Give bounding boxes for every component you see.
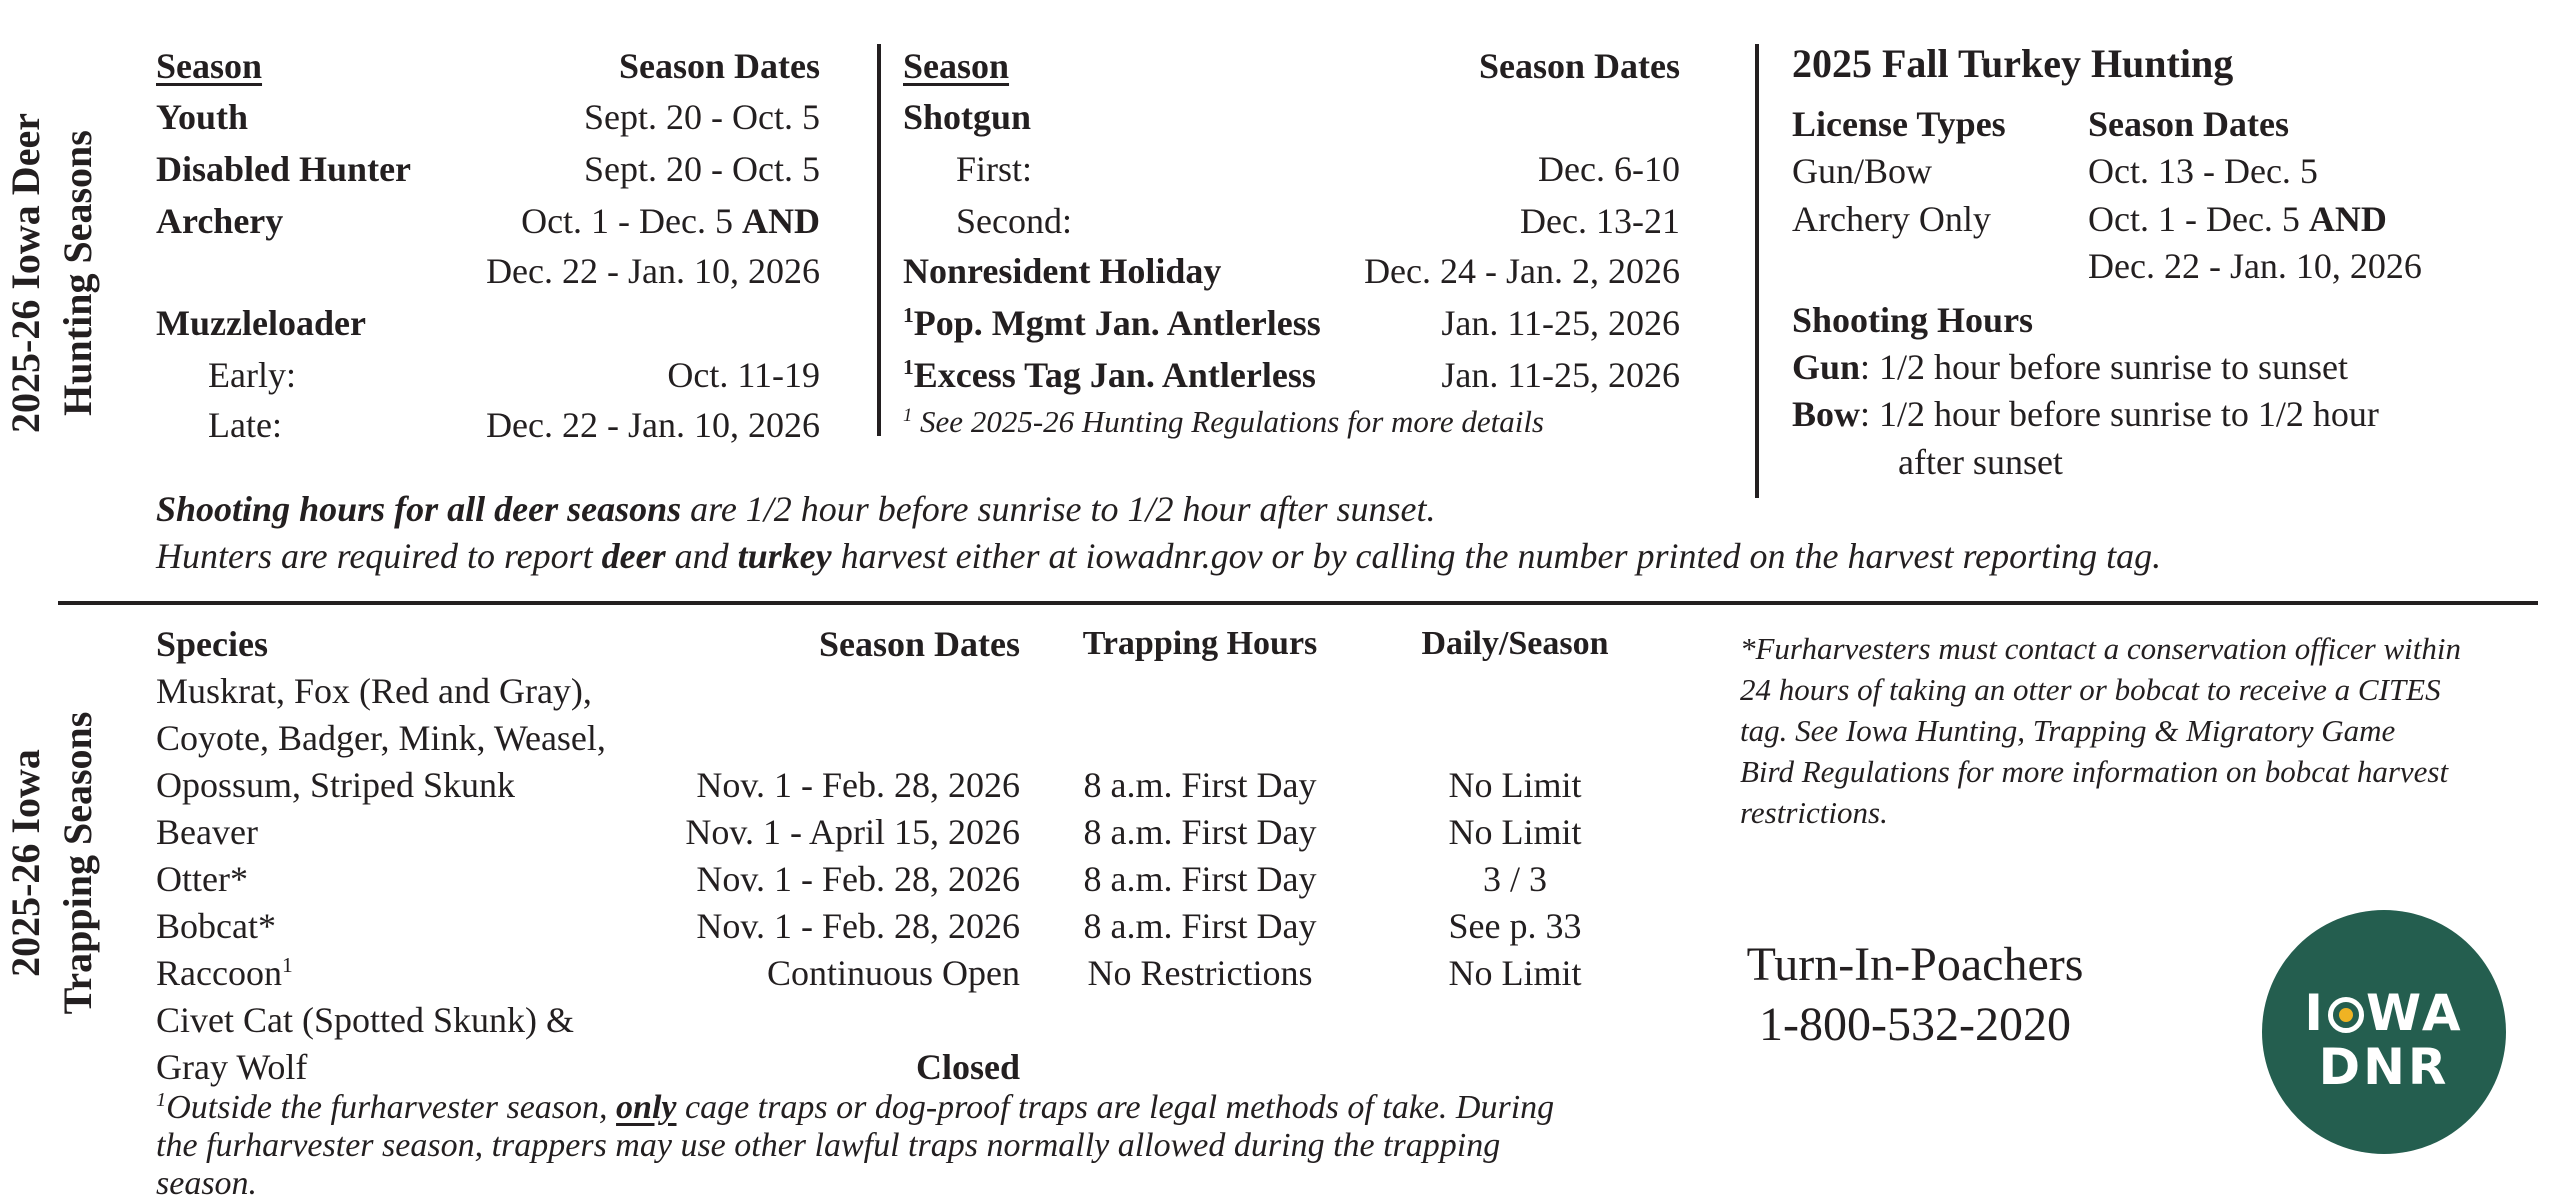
turkey-archery-dates-2: Dec. 22 - Jan. 10, 2026: [2088, 246, 2422, 286]
deer-shooting-hours-bold: Shooting hours for all deer seasons: [156, 489, 682, 529]
trap-footnote-line2: the furharvester season, trappers may use other lawful traps normally allowed during the trapping: [156, 1127, 1501, 1164]
shotgun-first-dates: Dec. 6-10: [1538, 149, 1680, 189]
turkey-gun-text: : 1/2 hour before sunrise to sunset: [1860, 347, 2348, 387]
trap-header-species: Species: [156, 624, 268, 664]
trap-row-species: Opossum, Striped Skunk: [156, 765, 516, 805]
excess-label-text: Excess Tag Jan. Antlerless: [913, 355, 1316, 395]
turkey-bow-text-2: after sunset: [1898, 442, 2063, 482]
col2-header-season: Season: [903, 46, 1010, 86]
harvest-report-line: [156, 534, 2161, 578]
iowa-dnr-logo: [2262, 910, 2506, 1154]
trap-row-dates: Nov. 1 - Feb. 28, 2026: [696, 859, 1020, 899]
turkey-gunbow-label: Gun/Bow: [1792, 151, 1933, 191]
trap-row-hours: 8 a.m. First Day: [1083, 859, 1317, 899]
report-text-2: and: [665, 536, 738, 576]
trap-row-dates: Continuous Open: [766, 953, 1020, 993]
trap-muskrat-line2: Coyote, Badger, Mink, Weasel,: [156, 718, 606, 758]
trap-footnote-line1: [156, 1089, 1554, 1127]
disabled-label: Disabled Hunter: [156, 149, 412, 189]
trap-header-hours: Trapping Hours: [1082, 625, 1318, 662]
archery-dates-2: Dec. 22 - Jan. 10, 2026: [486, 251, 820, 291]
trap-row-dates: Nov. 1 - Feb. 28, 2026: [696, 906, 1020, 946]
trap-fn-1: Outside the furharvester season,: [166, 1089, 617, 1126]
archery-and: AND: [742, 201, 820, 241]
turkey-bow-text-1: : 1/2 hour before sunrise to 1/2 hour: [1860, 394, 2379, 434]
report-text-1: Hunters are required to report: [156, 536, 602, 576]
deer-title-line2: Hunting Seasons: [55, 130, 100, 416]
note-line: *Furharvesters must contact a conservation officer within: [1740, 631, 2461, 666]
archery-label: Archery: [156, 201, 284, 241]
logo-text-bottom: DNR: [2318, 1038, 2450, 1096]
shotgun-second-label: Second:: [956, 201, 1072, 241]
report-text-3: harvest either at iowadnr.gov or by calling the number printed on the harvest reporting tag.: [831, 536, 2162, 576]
turkey-archery-label: Archery Only: [1792, 199, 1991, 239]
early-label: Early:: [208, 355, 296, 395]
turkey-bow-hours: [1792, 392, 2379, 436]
deer-section-title: [0, 63, 110, 483]
youth-dates: Sept. 20 - Oct. 5: [584, 97, 820, 137]
trap-row-limit: No Limit: [1448, 765, 1582, 805]
report-deer: deer: [601, 536, 666, 576]
poachers-phone: 1-800-532-2020: [1759, 998, 2071, 1051]
popmgmt-label: [903, 301, 1321, 345]
muzzleloader-label: Muzzleloader: [156, 303, 366, 343]
turkey-header-dates: Season Dates: [2088, 104, 2290, 144]
turkey-title: 2025 Fall Turkey Hunting: [1792, 41, 2234, 86]
trap-row-limit: No Limit: [1448, 953, 1582, 993]
trap-row-hours: No Restrictions: [1087, 953, 1313, 993]
trap-row-species: Bobcat*: [156, 906, 276, 946]
deer-footnote-mark: 1: [903, 404, 913, 426]
excess-label: [903, 353, 1316, 397]
trap-row-hours: 8 a.m. First Day: [1083, 812, 1317, 852]
disabled-dates: Sept. 20 - Oct. 5: [584, 149, 820, 189]
archery-dates: [380, 199, 820, 243]
raccoon-footnote-mark: 1: [281, 953, 293, 978]
logo-text-top: [2262, 986, 2506, 1040]
trap-row-species: [156, 951, 293, 995]
logo-dot-icon: [2339, 1008, 2353, 1022]
deer-footnote-text: See 2025-26 Hunting Regulations for more details: [920, 404, 1544, 439]
col1-header-dates: Season Dates: [618, 46, 820, 86]
note-line: Bird Regulations for more information on bobcat harvest: [1740, 754, 2449, 789]
trap-row-species: Beaver: [156, 812, 258, 852]
turkey-divider: [1755, 44, 1759, 498]
popmgmt-footnote-mark: 1: [903, 303, 914, 328]
early-dates: Oct. 11-19: [667, 355, 820, 395]
logo-letters-wa: WA: [2366, 984, 2464, 1042]
col2-header-dates: Season Dates: [1478, 46, 1680, 86]
archery-dates-1: Oct. 1 - Dec. 5: [521, 201, 733, 241]
youth-label: Youth: [156, 97, 249, 137]
shotgun-first-label: First:: [956, 149, 1033, 189]
trap-row-hours: 8 a.m. First Day: [1083, 765, 1317, 805]
trap-header-dates: Season Dates: [818, 624, 1020, 664]
turkey-archery-and: AND: [2308, 199, 2387, 239]
trap-row-species: Otter*: [156, 859, 248, 899]
excess-footnote-mark: 1: [903, 355, 914, 380]
deer-footnote: [903, 402, 1544, 442]
section-divider: [58, 601, 2538, 605]
trap-muskrat-line1: Muskrat, Fox (Red and Gray),: [156, 671, 592, 711]
trap-civet-line2: Gray Wolf: [156, 1047, 308, 1087]
trapping-title-line1: 2025-26 Iowa: [3, 749, 48, 977]
logo-o-icon: [2328, 997, 2364, 1033]
deer-col-divider: [877, 44, 881, 436]
trap-footnote-line3: season.: [156, 1165, 258, 1202]
note-line: restrictions.: [1740, 795, 1888, 830]
excess-dates: Jan. 11-25, 2026: [1441, 355, 1680, 395]
turkey-bow-label: Bow: [1792, 394, 1861, 434]
trapping-section-title: [0, 672, 110, 1054]
turkey-archery-dates: [2088, 197, 2387, 241]
trapping-title-line2: Trapping Seasons: [55, 711, 100, 1015]
trap-row-limit: See p. 33: [1448, 906, 1582, 946]
trap-closed: Closed: [915, 1047, 1020, 1087]
late-dates: Dec. 22 - Jan. 10, 2026: [486, 405, 820, 445]
trap-row-dates: Nov. 1 - Feb. 28, 2026: [696, 765, 1020, 805]
trap-header-limit: Daily/Season: [1421, 625, 1609, 662]
trap-fn-2: cage traps or dog-proof traps are legal methods of take. During: [676, 1089, 1555, 1126]
deer-shooting-hours: [156, 487, 1435, 531]
poachers-title: Turn-In-Poachers: [1746, 938, 2084, 991]
trap-row-hours: 8 a.m. First Day: [1083, 906, 1317, 946]
raccoon-label: Raccoon: [156, 953, 282, 993]
trap-footnote-mark: 1: [156, 1088, 167, 1111]
turkey-gun-hours: [1792, 345, 2348, 389]
shotgun-label: Shotgun: [903, 97, 1032, 137]
col1-header-season: Season: [156, 46, 263, 86]
trap-row-dates: Nov. 1 - April 15, 2026: [685, 812, 1020, 852]
popmgmt-dates: Jan. 11-25, 2026: [1441, 303, 1680, 343]
deer-shooting-hours-rest: are 1/2 hour before sunrise to 1/2 hour after sunset.: [681, 489, 1436, 529]
trap-fn-only: only: [616, 1089, 677, 1126]
note-line: 24 hours of taking an otter or bobcat to receive a CITES: [1740, 672, 2441, 707]
holiday-label: Nonresident Holiday: [903, 251, 1222, 291]
trap-row-limit: 3 / 3: [1482, 859, 1547, 899]
logo-letter-i: I: [2304, 984, 2326, 1042]
report-turkey: turkey: [737, 536, 832, 576]
turkey-archery-dates-1: Oct. 1 - Dec. 5: [2088, 199, 2300, 239]
trap-row-limit: No Limit: [1448, 812, 1582, 852]
holiday-dates: Dec. 24 - Jan. 2, 2026: [1364, 251, 1680, 291]
turkey-gun-label: Gun: [1792, 347, 1861, 387]
turkey-shooting-title: Shooting Hours: [1792, 300, 2034, 340]
turkey-header-license: License Types: [1792, 104, 2006, 144]
deer-title-line1: 2025-26 Iowa Deer: [3, 113, 48, 433]
late-label: Late:: [208, 405, 282, 445]
shotgun-second-dates: Dec. 13-21: [1520, 201, 1680, 241]
trap-civet-line1: Civet Cat (Spotted Skunk) &: [156, 1000, 574, 1040]
note-line: tag. See Iowa Hunting, Trapping & Migratory Game: [1740, 713, 2396, 748]
popmgmt-label-text: Pop. Mgmt Jan. Antlerless: [913, 303, 1321, 343]
turkey-gunbow-dates: Oct. 13 - Dec. 5: [2088, 151, 2318, 191]
